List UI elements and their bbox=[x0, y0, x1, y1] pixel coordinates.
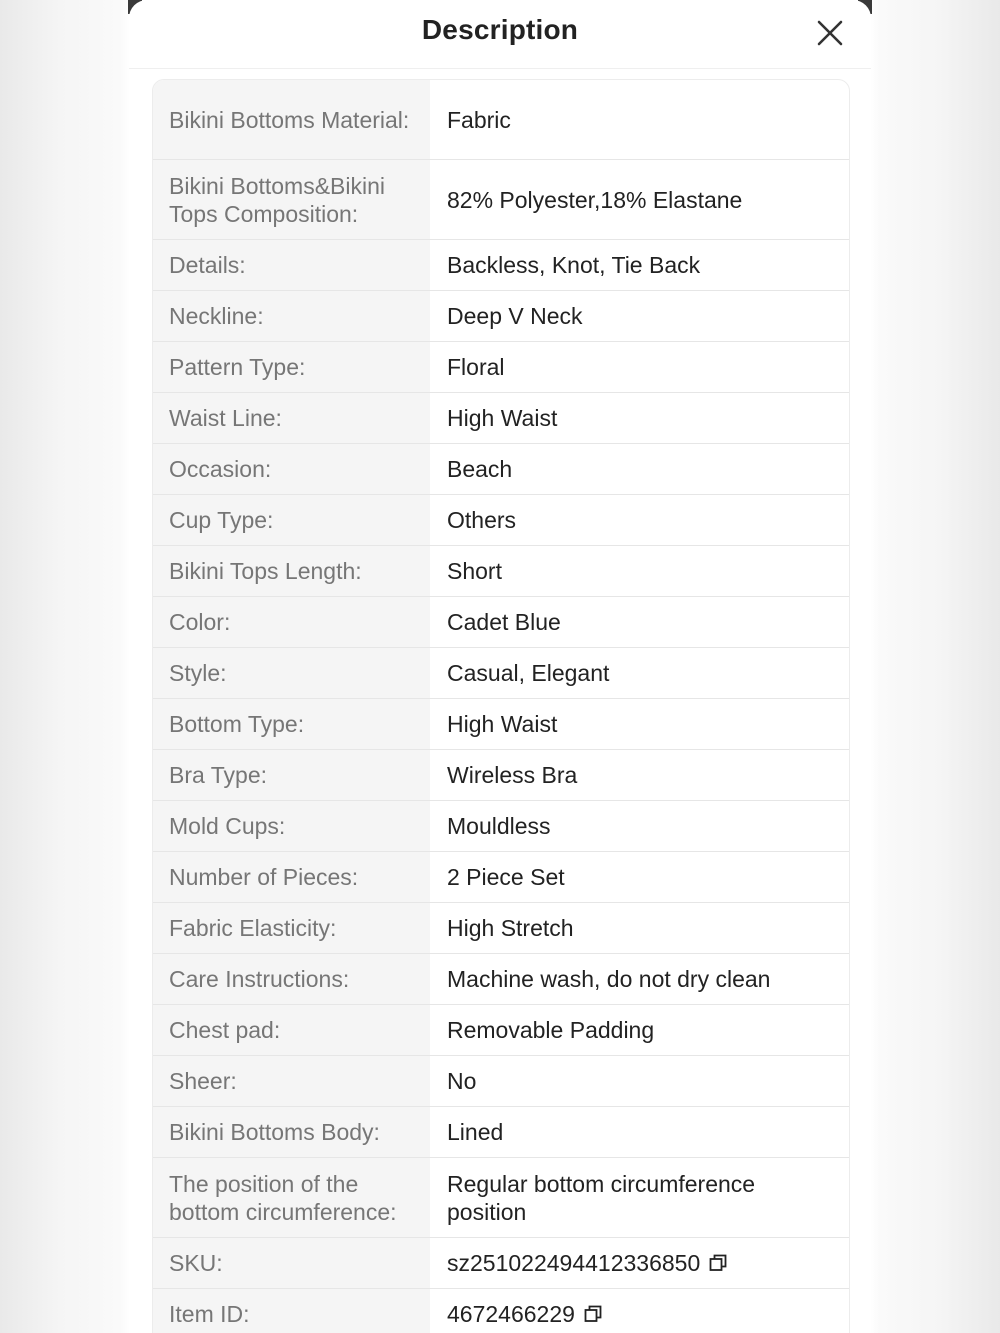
attribute-label: Style: bbox=[153, 648, 430, 698]
table-row bbox=[153, 444, 849, 495]
table-row bbox=[153, 1056, 849, 1107]
attribute-label: Number of Pieces: bbox=[153, 852, 430, 902]
sku-value: sz2510224944123368​50 bbox=[447, 1250, 701, 1276]
attribute-label: Bikini Tops Length: bbox=[153, 546, 430, 596]
attribute-value: Fabric bbox=[447, 106, 511, 133]
attribute-value: 2 Piece Set bbox=[447, 864, 565, 890]
attribute-value: Short bbox=[447, 558, 502, 584]
attribute-value: Floral bbox=[447, 354, 505, 380]
attribute-value: Cadet Blue bbox=[447, 609, 561, 635]
attribute-label: Bra Type: bbox=[153, 750, 430, 800]
attribute-value: Regular bottom circumference position bbox=[447, 1170, 756, 1225]
attribute-label: Color: bbox=[153, 597, 430, 647]
attribute-label: Bottom Type: bbox=[153, 699, 430, 749]
table-row bbox=[153, 852, 849, 903]
attributes-table bbox=[152, 79, 850, 1333]
table-row bbox=[153, 699, 849, 750]
attribute-label: Bikini Bottoms Body: bbox=[153, 1107, 430, 1157]
description-sheet bbox=[129, 0, 871, 1333]
attribute-label: Sheer: bbox=[153, 1056, 430, 1106]
attribute-label: SKU: bbox=[153, 1238, 430, 1288]
copy-icon[interactable] bbox=[708, 1253, 728, 1273]
attribute-label: Occasion: bbox=[153, 444, 430, 494]
attribute-value: Others bbox=[447, 507, 517, 533]
attribute-label: Care Instructions: bbox=[153, 954, 430, 1004]
sheet-title: Description bbox=[421, 14, 579, 45]
attribute-value: No bbox=[447, 1068, 477, 1094]
table-row bbox=[153, 240, 849, 291]
attribute-value: Deep V Neck bbox=[447, 303, 583, 329]
attribute-value: High Stretch bbox=[447, 915, 574, 941]
table-row bbox=[153, 160, 849, 240]
table-row bbox=[153, 750, 849, 801]
attribute-value-sku bbox=[430, 1238, 835, 1288]
table-row bbox=[153, 546, 849, 597]
attribute-label: Cup Type: bbox=[153, 495, 430, 545]
attribute-value: Removable Padding bbox=[447, 1017, 655, 1043]
attribute-label: Bikini Bottoms&Bikini Tops Composition: bbox=[153, 160, 430, 239]
table-row bbox=[153, 1107, 849, 1158]
attribute-value: High Waist bbox=[447, 711, 558, 737]
table-row bbox=[153, 597, 849, 648]
table-row bbox=[153, 495, 849, 546]
table-row bbox=[153, 954, 849, 1005]
attribute-label: Bikini Bottoms Material: bbox=[153, 80, 430, 159]
attribute-label: Details: bbox=[153, 240, 430, 290]
attribute-label: Fabric Elasticity: bbox=[153, 903, 430, 953]
attribute-label: Pattern Type: bbox=[153, 342, 430, 392]
table-row bbox=[153, 291, 849, 342]
attribute-label: Neckline: bbox=[153, 291, 430, 341]
attribute-label: Waist Line: bbox=[153, 393, 430, 443]
attribute-value: Wireless Bra bbox=[447, 762, 578, 788]
close-icon bbox=[813, 16, 847, 50]
attribute-value: High Waist bbox=[447, 405, 558, 431]
copy-icon[interactable] bbox=[583, 1304, 603, 1324]
table-row bbox=[153, 1158, 849, 1238]
attribute-value: Mouldless bbox=[447, 813, 551, 839]
table-row bbox=[153, 648, 849, 699]
attribute-value-item-id bbox=[430, 1289, 835, 1333]
attribute-value: Beach bbox=[447, 456, 513, 482]
table-row bbox=[153, 1238, 849, 1289]
table-row bbox=[153, 801, 849, 852]
close-button[interactable] bbox=[813, 16, 847, 50]
table-row bbox=[153, 80, 849, 160]
attribute-value: Backless, Knot, Tie Back bbox=[447, 252, 701, 278]
table-row bbox=[153, 342, 849, 393]
attribute-value: Lined bbox=[447, 1119, 504, 1145]
attribute-label: Mold Cups: bbox=[153, 801, 430, 851]
table-row bbox=[153, 1289, 849, 1333]
item-id-value: 4672466229 bbox=[447, 1301, 575, 1327]
table-row bbox=[153, 903, 849, 954]
table-row bbox=[153, 1005, 849, 1056]
attribute-value: 82% Polyester,18% Elastane bbox=[447, 186, 743, 213]
table-row bbox=[153, 393, 849, 444]
attribute-label: Chest pad: bbox=[153, 1005, 430, 1055]
sheet-header bbox=[129, 0, 871, 69]
attribute-label: Item ID: bbox=[153, 1289, 430, 1333]
attribute-value: Casual, Elegant bbox=[447, 660, 610, 686]
attribute-value: Machine wash, do not dry clean bbox=[447, 966, 771, 992]
attribute-label: The position of the bottom circumference: bbox=[153, 1158, 430, 1237]
